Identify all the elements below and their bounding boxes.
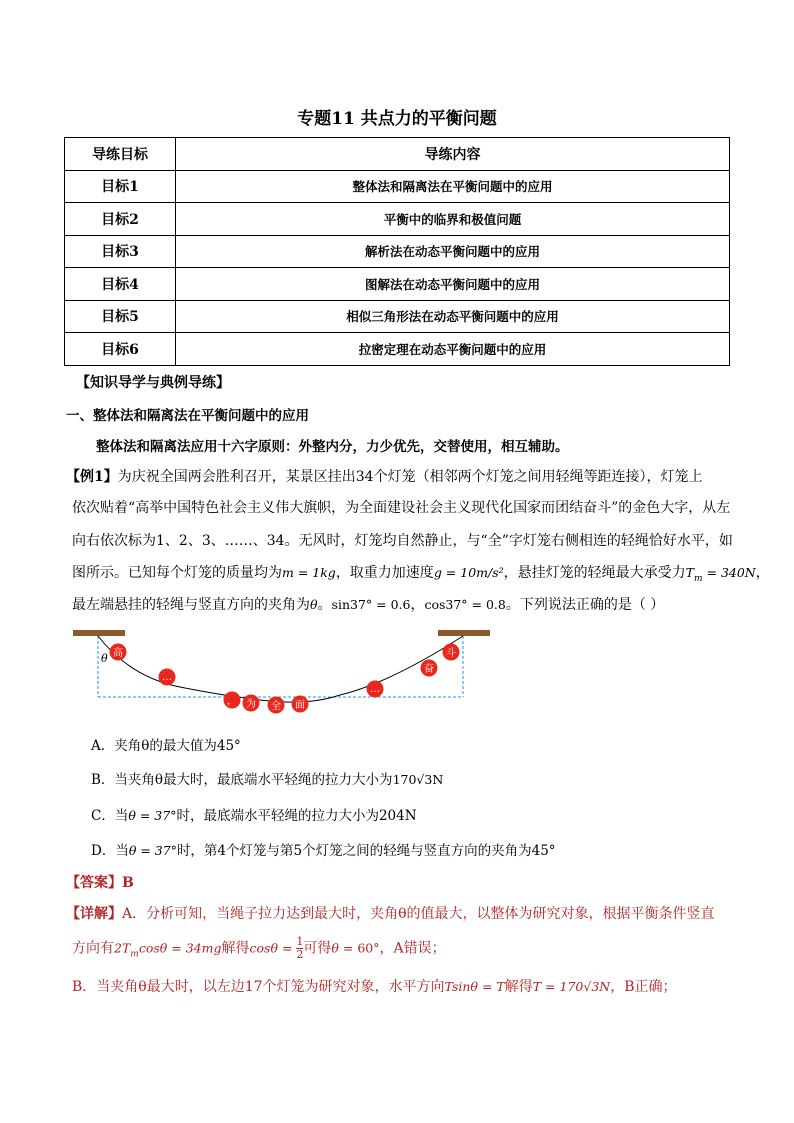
goal-cell: 目标6 xyxy=(65,333,176,366)
lantern-char: 面 xyxy=(295,700,305,711)
explanation-text-2d: ，A错误； xyxy=(379,940,446,957)
example-text-1: 为庆祝全国两会胜利召开，某景区挂出34个灯笼（相邻两个灯笼之间用轻绳等距连接），灯笼上 xyxy=(117,469,703,485)
lantern xyxy=(443,644,460,661)
header-goal: 导练目标 xyxy=(65,138,176,171)
eq-34mg: = 34mg xyxy=(167,940,222,956)
example-text-4a: 图所示。已知每个灯笼的质量均为 xyxy=(72,565,282,581)
lantern xyxy=(110,644,127,661)
example-label: 【例1】 xyxy=(66,469,118,485)
content-cell: 图解法在动态平衡问题中的应用 xyxy=(176,268,730,301)
explanation-label: 【详解】 xyxy=(66,906,122,922)
lantern-figure xyxy=(70,625,495,720)
option-c xyxy=(91,804,417,824)
eq-cos-2: cosθ xyxy=(249,940,278,956)
option-b-text: B．当夹角θ最大时，最底端水平轻绳的拉力大小为 xyxy=(91,772,393,788)
example-text-4b: ，取重力加速度 xyxy=(335,565,434,581)
eq-2t: 2T xyxy=(114,940,131,956)
goal-cell: 目标1 xyxy=(65,170,176,203)
page-title: 专题11 共点力的平衡问题 xyxy=(297,109,497,129)
eq-equals: = xyxy=(277,940,297,956)
example-text-5d: 。下列说法正确的是（ ） xyxy=(505,597,665,613)
example-text-4d: ， xyxy=(755,565,770,581)
eq-result: T = 170√3N xyxy=(532,979,611,994)
option-d-pre: D．当 xyxy=(91,843,129,859)
option-d-post: 时，第4个灯笼与第5个灯笼之间的轻绳与竖直方向的夹角为45° xyxy=(176,843,556,859)
lantern xyxy=(159,669,176,686)
answer: 【答案】B xyxy=(66,875,134,891)
lantern xyxy=(421,660,438,677)
lantern xyxy=(224,692,241,709)
theta-symbol: θ xyxy=(310,597,318,612)
explanation-line-3 xyxy=(72,976,677,996)
goals-table xyxy=(64,137,730,366)
lantern-char: … xyxy=(370,684,380,695)
explanation-text-3a: B．当夹角θ最大时，以左边17个灯笼为研究对象，水平方向 xyxy=(72,979,445,995)
principle-text: 整体法和隔离法应用十六字原则：外整内分，力少优先，交替使用，相互辅助。 xyxy=(96,439,569,455)
table-row xyxy=(65,268,730,301)
gravity-expression: g = 10m/s² xyxy=(433,565,504,580)
lantern-char: 全 xyxy=(271,701,281,712)
option-a: A．夹角θ的最大值为45° xyxy=(91,738,241,754)
example-text-4c: ，悬挂灯笼的轻绳最大承受力 xyxy=(503,565,686,581)
header-content: 导练内容 xyxy=(176,138,730,171)
option-c-expr: θ = 37° xyxy=(128,808,177,823)
section-header: 【知识导学与典例导练】 xyxy=(76,375,230,391)
option-b xyxy=(91,768,443,788)
goal-cell: 目标3 xyxy=(65,235,176,268)
option-c-pre: C．当 xyxy=(91,808,129,824)
eq-cos: cosθ xyxy=(138,940,168,956)
explanation-text-3c: ，B正确； xyxy=(610,979,677,995)
sin-expression: sin37° = 0.6 xyxy=(331,597,411,612)
lantern-char: 高 xyxy=(113,648,123,659)
table-row xyxy=(65,203,730,236)
table-row xyxy=(65,170,730,203)
explanation-text-2b: 解得 xyxy=(221,940,250,957)
eq-theta-val: = 60° xyxy=(338,940,380,956)
option-d-expr: θ = 37° xyxy=(128,843,177,858)
fraction-denominator: 2 xyxy=(296,948,304,961)
right-beam xyxy=(438,630,490,636)
explanation-line-2 xyxy=(72,936,446,961)
explanation-text-2c: 可得 xyxy=(303,940,332,957)
goal-cell: 目标4 xyxy=(65,268,176,301)
content-cell: 相似三角形法在动态平衡问题中的应用 xyxy=(176,300,730,333)
table-row xyxy=(65,300,730,333)
example-line-1 xyxy=(66,466,703,486)
tension-symbol: T xyxy=(685,565,694,580)
content-cell: 平衡中的临界和极值问题 xyxy=(176,203,730,236)
example-text-5b: 。 xyxy=(317,597,332,613)
content-cell: 解析法在动态平衡问题中的应用 xyxy=(176,235,730,268)
eq-sin: sinθ xyxy=(451,979,478,994)
eq-t-right: = T xyxy=(477,979,505,994)
lantern xyxy=(268,697,285,714)
left-beam xyxy=(73,630,125,636)
lantern xyxy=(292,696,309,713)
example-line-3: 向右依次标为1、2、3、……、34。无风时，灯笼均自然静止，与“全”字灯笼右侧相连的轻绳恰好水平，如 xyxy=(72,533,733,549)
lantern xyxy=(243,695,260,712)
tension-subscript: m xyxy=(693,573,703,584)
option-b-value: 170√3N xyxy=(392,772,444,787)
subsection-heading: 一、整体法和隔离法在平衡问题中的应用 xyxy=(66,408,309,424)
example-line-5 xyxy=(72,594,664,614)
cos-expression: cos37° = 0.8 xyxy=(424,597,506,612)
lantern-char: 斗 xyxy=(446,648,456,659)
table-row xyxy=(65,333,730,366)
option-d xyxy=(91,839,556,859)
lantern-char: 为 xyxy=(246,699,256,710)
explanation-line-1 xyxy=(66,903,715,923)
content-cell: 拉密定理在动态平衡问题中的应用 xyxy=(176,333,730,366)
lantern xyxy=(367,681,384,698)
goal-cell: 目标5 xyxy=(65,300,176,333)
table-row xyxy=(65,235,730,268)
fraction-numerator: 1 xyxy=(296,935,304,948)
lantern-char: ， xyxy=(227,696,237,707)
rope-curve xyxy=(98,636,463,702)
goal-cell: 目标2 xyxy=(65,203,176,236)
tension-value: = 340N xyxy=(702,565,756,580)
eq-theta: θ xyxy=(331,940,339,956)
mass-expression: m = 1kg xyxy=(282,565,336,580)
content-cell: 整体法和隔离法在平衡问题中的应用 xyxy=(176,170,730,203)
lantern-char: … xyxy=(162,672,172,683)
lantern-char: 奋 xyxy=(424,664,434,675)
table-header-row xyxy=(65,138,730,171)
angle-label: θ xyxy=(101,652,108,665)
explanation-text-1: A．分析可知，当绳子拉力达到最大时，夹角θ的值最大，以整体为研究对象，根据平衡条件竖直 xyxy=(122,906,715,922)
example-text-5a: 最左端悬挂的轻绳与竖直方向的夹角为 xyxy=(72,597,310,613)
eq-t: T xyxy=(444,979,452,994)
option-c-post: 时，最底端水平轻绳的拉力大小为204N xyxy=(176,808,417,824)
example-line-4 xyxy=(72,562,770,584)
example-text-5c: ， xyxy=(410,597,425,613)
eq-2t-sub: m xyxy=(130,949,139,960)
explanation-text-3b: 解得 xyxy=(504,979,533,995)
example-line-2: 依次贴着“高举中国特色社会主义伟大旗帜，为全面建设社会主义现代化国家而团结奋斗”的金色大字，从左 xyxy=(72,500,731,516)
explanation-text-2a: 方向有 xyxy=(72,940,114,957)
